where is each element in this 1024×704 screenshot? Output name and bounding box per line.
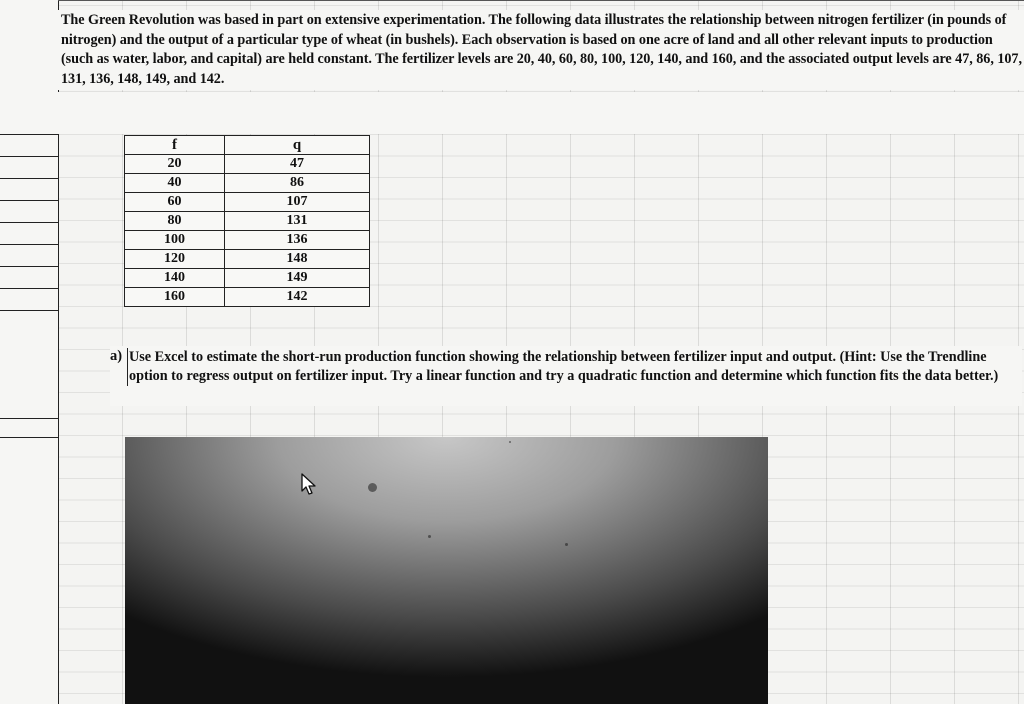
cell-f[interactable]: 20 [125, 155, 225, 174]
cell-q[interactable]: 86 [225, 174, 370, 193]
part-a-question: Use Excel to estimate the short-run production function showing the relationship between fertilizer input and output. (Hint: Use the Trendline option to regress output on fertilizer input. Try a linear function and try a quadratic function and determine which function fits the data better.) [127, 348, 1023, 386]
left-rule [0, 178, 58, 179]
cell-q[interactable]: 131 [225, 212, 370, 231]
cell-q[interactable]: 136 [225, 231, 370, 250]
left-rule [0, 222, 58, 223]
part-a-label: a) [110, 348, 123, 364]
table-row [125, 155, 370, 174]
row-header-column [0, 0, 59, 704]
answer-chart-area[interactable] [125, 437, 768, 704]
table-header-row [125, 136, 370, 155]
cell-f[interactable]: 140 [125, 269, 225, 288]
column-header-f[interactable]: f [125, 136, 225, 155]
top-border [58, 0, 1024, 1]
cell-q[interactable]: 142 [225, 288, 370, 307]
table-row [125, 250, 370, 269]
left-rule [0, 244, 58, 245]
cell-f[interactable]: 60 [125, 193, 225, 212]
table-row [125, 231, 370, 250]
left-rule [0, 418, 58, 419]
speck [565, 543, 568, 546]
table-row [125, 212, 370, 231]
left-rule [0, 266, 58, 267]
mouse-pointer-icon [301, 473, 319, 497]
left-rule [0, 134, 58, 135]
left-rule [0, 437, 58, 438]
table-row [125, 193, 370, 212]
left-rule [0, 156, 58, 157]
data-table [124, 135, 370, 307]
cell-f[interactable]: 160 [125, 288, 225, 307]
table-row [125, 174, 370, 193]
cell-f[interactable]: 80 [125, 212, 225, 231]
cell-f[interactable]: 120 [125, 250, 225, 269]
cell-q[interactable]: 149 [225, 269, 370, 288]
problem-intro-text: The Green Revolution was based in part on extensive experimentation. The following data illustrates the relationship between nitrogen fertilizer (in pounds of nitrogen) and the output of a particular type of wheat (in bushels). Each observation is based on one acre of land and all other relevant inputs to production (such as water, labor, and capital) are held constant. The fertilizer levels are 20, 40, 60, 80, 100, 120, 140, and 160, and the associated output levels are 47, 86, 107, 131, 136, 148, 149, and 142. [61, 12, 1022, 87]
cell-f[interactable]: 40 [125, 174, 225, 193]
cell-q[interactable]: 47 [225, 155, 370, 174]
left-rule [0, 288, 58, 289]
speck [509, 441, 511, 443]
table-row [125, 269, 370, 288]
left-rule [0, 310, 58, 311]
cell-f[interactable]: 100 [125, 231, 225, 250]
column-header-q[interactable]: q [225, 136, 370, 155]
speck [428, 535, 431, 538]
left-rule [0, 200, 58, 201]
intro-spacer [58, 92, 1024, 134]
cell-q[interactable]: 148 [225, 250, 370, 269]
speck [368, 483, 377, 492]
cell-q[interactable]: 107 [225, 193, 370, 212]
table-row [125, 288, 370, 307]
